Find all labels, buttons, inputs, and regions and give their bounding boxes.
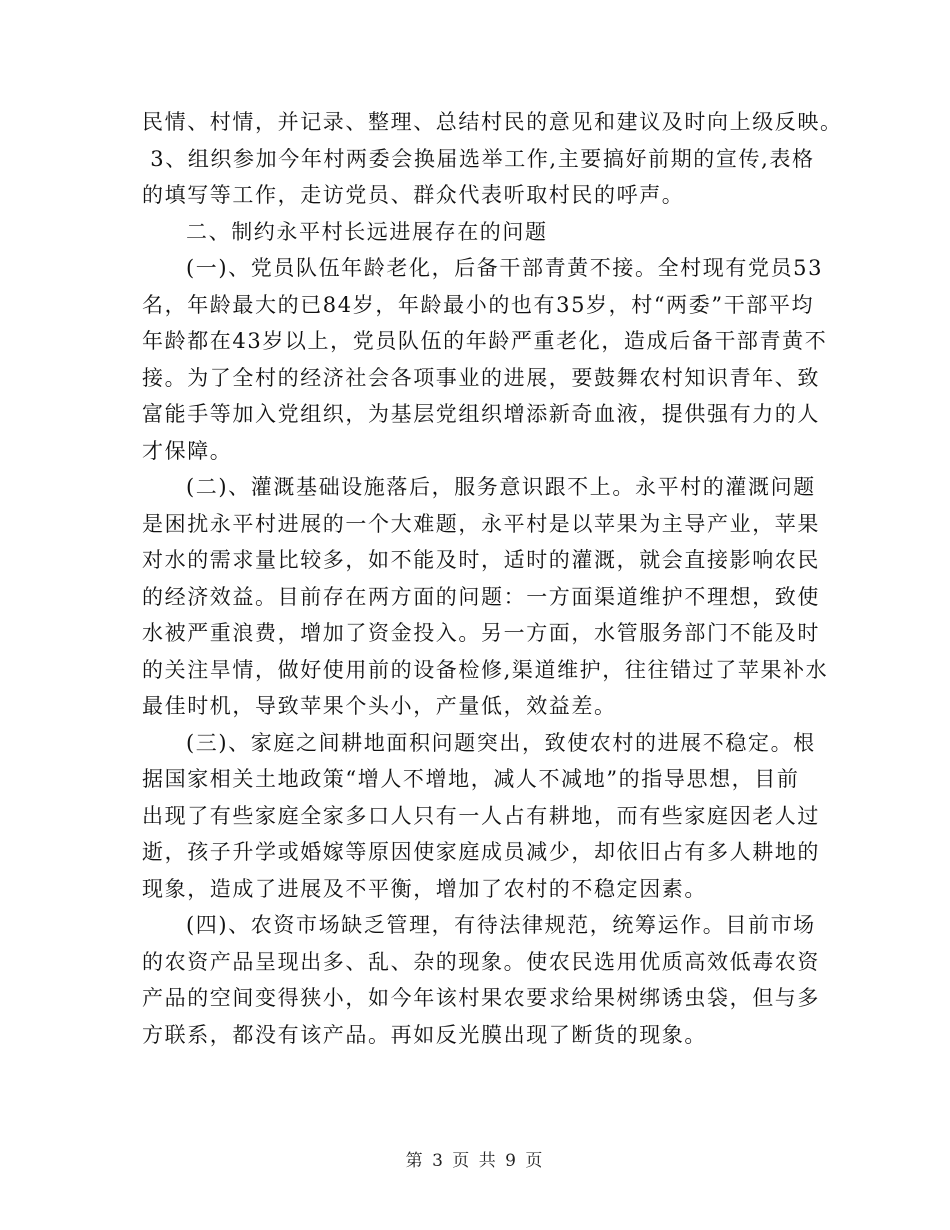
paragraph-line: 对水的需求量比较多，如不能及时，适时的灌溉，就会直接影响农民 (142, 548, 820, 572)
paragraph-line: 3、组织参加今年村两委会换届选举工作,主要搞好前期的宣传,表格 (142, 146, 815, 171)
paragraph-line: 水被严重浪费，增加了资金投入。另一方面，水管服务部门不能及时 (142, 621, 820, 645)
paragraph-line: 现象，造成了进展及不平衡，增加了农村的不稳定因素。 (142, 876, 707, 901)
paragraph-line: 年龄都在43岁以上，党员队伍的年龄严重老化，造成后备干部青黄不 (142, 329, 828, 353)
paragraph-line: 名，年龄最大的已84岁，年龄最小的也有35岁，村“两委”干部平均 (142, 292, 815, 317)
paragraph-line: 方联系，都没有该产品。再如反光膜出现了断货的现象。 (142, 1022, 707, 1047)
paragraph-line: 逝，孩子升学或婚嫁等原因使家庭成员减少，却依旧占有多人耕地的 (142, 840, 820, 864)
paragraph-line: 产品的空间变得狭小，如今年该村果农要求给果树绑诱虫袋，但与多 (142, 986, 820, 1010)
paragraph-line: 民情、村情，并记录、整理、总结村民的意见和建议及时向上级反映。 (142, 110, 843, 134)
paragraph-line: 出现了有些家庭全家多口人只有一人占有耕地，而有些家庭因老人过 (142, 803, 820, 828)
paragraph-line: 接。为了全村的经济社会各项事业的进展，要鼓舞农村知识青年、致 (142, 365, 820, 390)
paragraph-line: (二)、灌溉基础设施落后，服务意识跟不上。永平村的灌溉问题 (186, 475, 816, 499)
paragraph-line: 富能手等加入党组织，为基层党组织增添新奇血液，提供强有力的人 (142, 402, 820, 426)
paragraph-line: 的农资产品呈现出多、乱、杂的现象。使农民选用优质高效低毒农资 (142, 949, 820, 974)
paragraph-line: 的经济效益。目前存在两方面的问题：一方面渠道维护不理想，致使 (142, 584, 820, 609)
paragraph-line: (一)、党员队伍年龄老化，后备干部青黄不接。全村现有党员53 (186, 256, 824, 280)
section-heading: 二、制约永平村长远进展存在的问题 (186, 219, 548, 244)
paragraph-line: 的关注旱情，做好使用前的设备检修,渠道维护，往往错过了苹果补水 (142, 657, 829, 682)
paragraph-line: 的填写等工作，走访党员、群众代表听取村民的呼声。 (142, 183, 685, 207)
page-number-footer: 第 3 页 共 9 页 (405, 1151, 545, 1171)
paragraph-line: 才保障。 (142, 438, 233, 463)
paragraph-line: 据国家相关土地政策“增人不增地，减人不减地”的指导思想，目前 (142, 767, 800, 791)
paragraph-line: (三)、家庭之间耕地面积问题突出，致使农村的进展不稳定。根 (186, 730, 816, 755)
document-body (142, 104, 843, 1053)
paragraph-line: 最佳时机，导致苹果个头小，产量低，效益差。 (142, 694, 617, 718)
paragraph-line: 是困扰永平村进展的一个大难题，永平村是以苹果为主导产业，苹果 (142, 511, 820, 536)
paragraph-line: (四)、农资市场缺乏管理，有待法律规范，统筹运作。目前市场 (186, 913, 816, 937)
